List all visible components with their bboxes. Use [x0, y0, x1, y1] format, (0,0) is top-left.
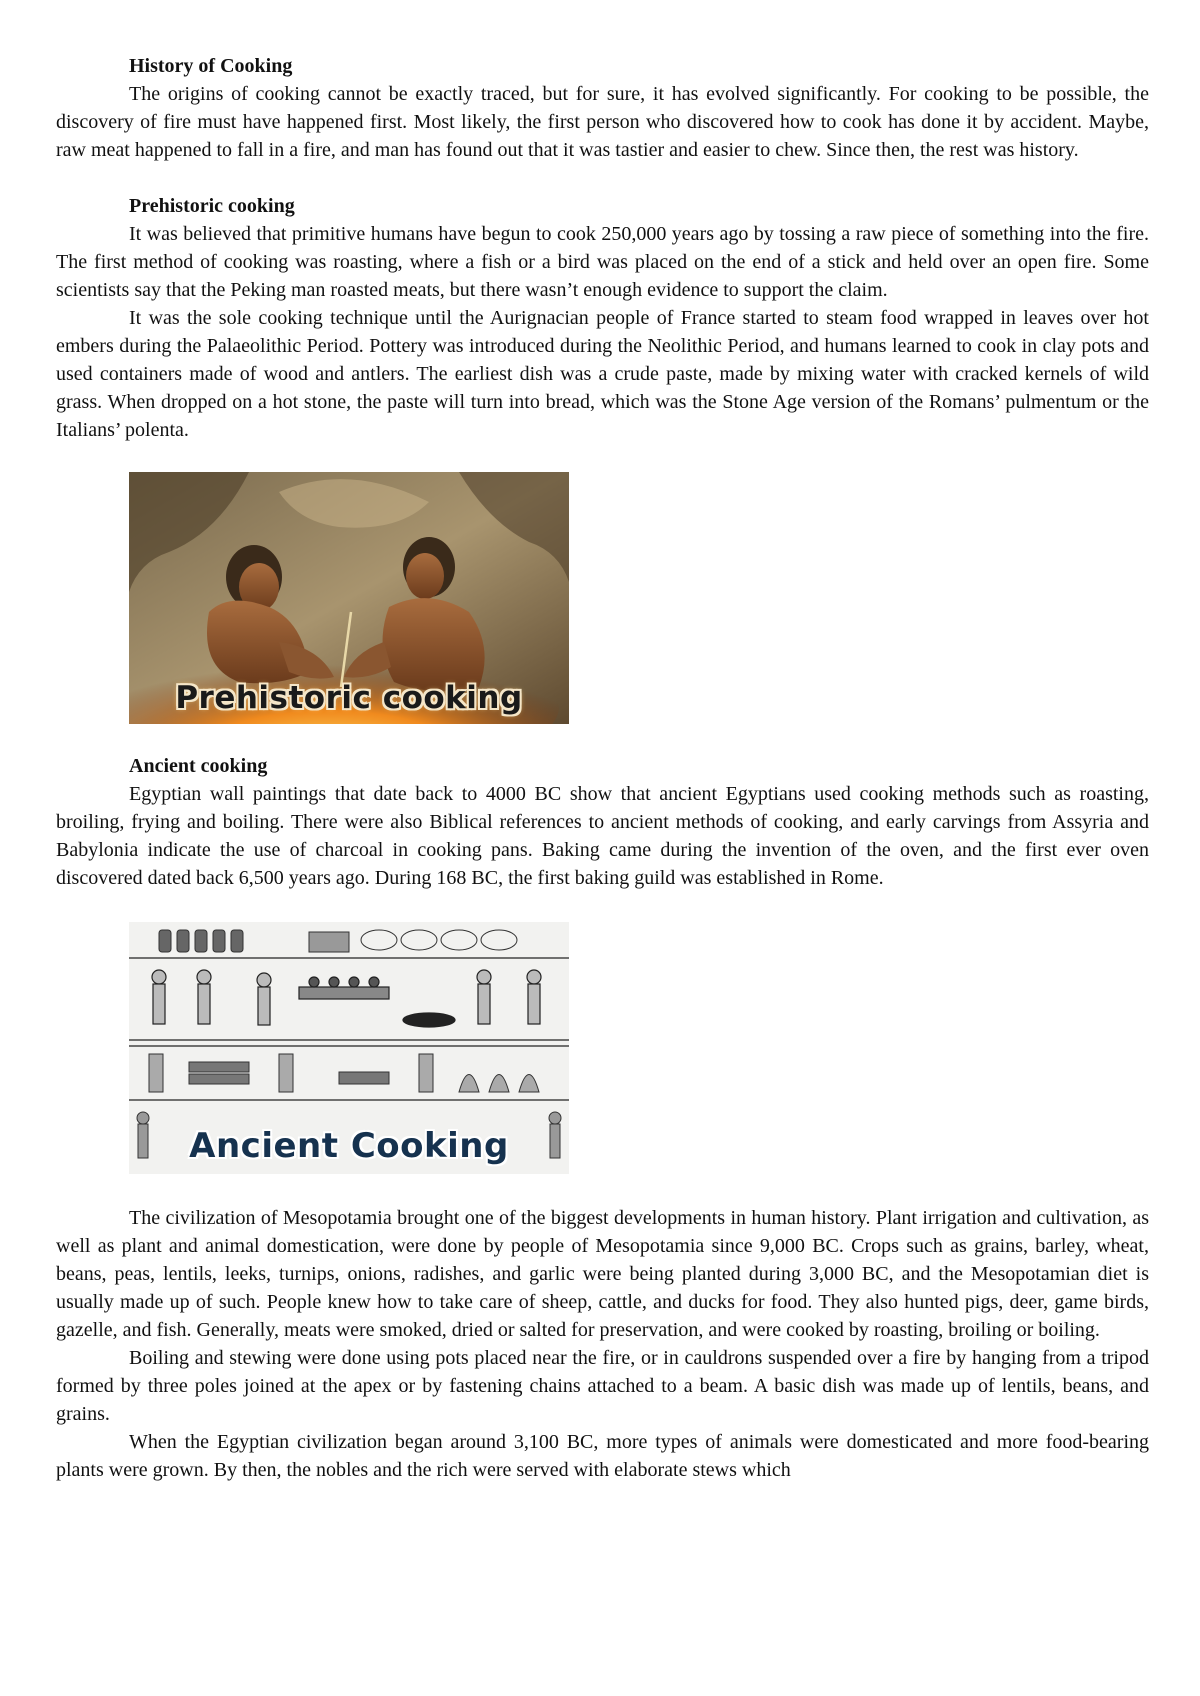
paragraph-mesopotamia: The civilization of Mesopotamia brought one of the biggest developments in human history. Plant irrigation and cultivation, as well as plant and animal domestication, were done by people of Mesopotamia since 9,000 BC. Crops such as grains, barley, wheat, beans, peas, lentils, leeks, turnips, onions, radishes, and garlic were being planted during 3,000 BC, and the Mesopotamian diet is usually made up of such. People knew how to take care of sheep, cattle, and ducks for food. They also hunted pigs, deer, game birds, gazelle, and fish. Generally, meats were smoked, dried or salted for preservation, and were cooked by roasting, broiling or boiling. — [56, 1207, 1149, 1341]
document-body — [56, 52, 1149, 1484]
ancient-cooking-image — [129, 922, 569, 1174]
paragraph-origins: The origins of cooking cannot be exactly traced, but for sure, it has evolved significantly. For cooking to be possible, the discovery of fire must have happened first. Most likely, the first person who discovered how to cook has done it by accident. Maybe, raw meat happened to fall in a fire, and man has found out that it was tastier and easier to chew. Since then, the rest was history. — [56, 83, 1149, 161]
paragraph-ancient-egypt: Egyptian wall paintings that date back to 4000 BC show that ancient Egyptians used cooking methods such as roasting, broiling, frying and boiling. There were also Biblical references to ancient methods of cooking, and early carvings from Assyria and Babylonia indicate the use of charcoal in cooking pans. Baking came during the invention of the oven, and the first ever oven discovered dated back 6,500 years ago. During 168 BC, the first baking guild was established in Rome. — [56, 783, 1149, 889]
prehistoric-cooking-image — [129, 472, 569, 724]
paragraph-prehistoric-roasting: It was believed that primitive humans have begun to cook 250,000 years ago by tossing a raw piece of something into the fire. The first method of cooking was roasting, where a fish or a bird was placed on the end of a stick and held over an open fire. Some scientists say that the Peking man roasted meats, but there wasn’t enough evidence to support the claim. — [56, 223, 1149, 301]
heading-prehistoric-cooking: Prehistoric cooking — [129, 195, 295, 217]
prehistoric-image-caption: Prehistoric cooking — [175, 680, 523, 716]
ancient-image-caption: Ancient Cooking — [189, 1126, 509, 1166]
heading-ancient-cooking: Ancient cooking — [129, 755, 268, 777]
heading-history-of-cooking: History of Cooking — [129, 55, 293, 77]
paragraph-egyptian-civilization: When the Egyptian civilization began around 3,100 BC, more types of animals were domesticated and more food-bearing plants were grown. By then, the nobles and the rich were served with elaborate stews which — [56, 1431, 1149, 1481]
paragraph-prehistoric-techniques: It was the sole cooking technique until the Aurignacian people of France started to steam food wrapped in leaves over hot embers during the Palaeolithic Period. Pottery was introduced during the Neolithic Period, and humans learned to cook in clay pots and used containers made of wood and antlers. The earliest dish was a crude paste, made by mixing water with cracked kernels of wild grass. When dropped on a hot stone, the paste will turn into bread, which was the Stone Age version of the Romans’ pulmentum or the Italians’ polenta. — [56, 307, 1149, 441]
paragraph-boiling-stewing: Boiling and stewing were done using pots placed near the fire, or in cauldrons suspended over a fire by hanging from a tripod formed by three poles joined at the apex or by fastening chains attached to a beam. A basic dish was made up of lentils, beans, and grains. — [56, 1347, 1149, 1425]
